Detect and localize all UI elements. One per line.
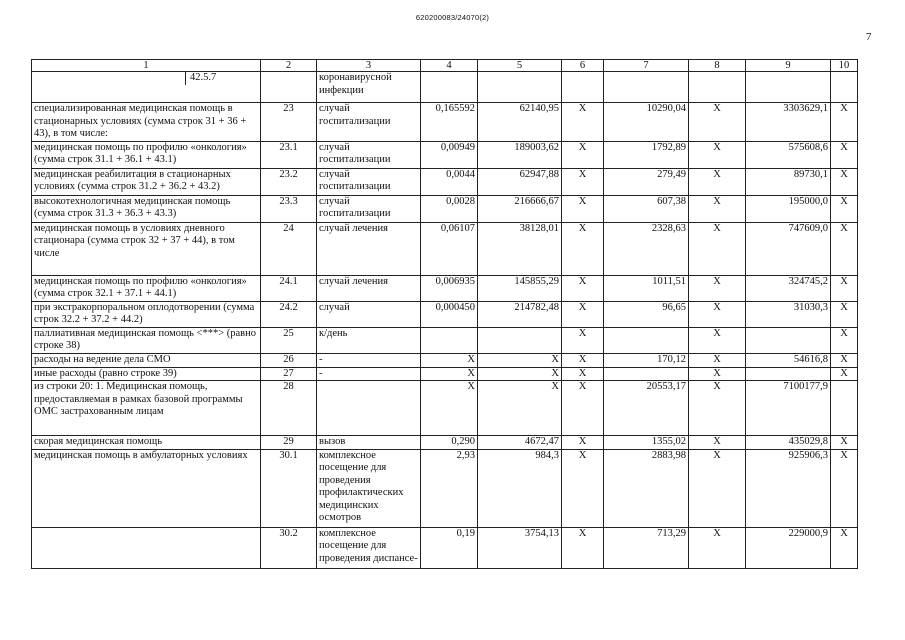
table-cell-col6: [562, 72, 604, 103]
table-cell-col9: 89730,1: [746, 168, 831, 195]
table-cell-col2: 29: [261, 436, 317, 450]
table-cell-col5: 4672,47: [478, 436, 562, 450]
table-cell-col5: X: [478, 367, 562, 381]
table-cell-col6: X: [562, 381, 604, 436]
table-cell-col8: X: [689, 436, 746, 450]
table-row: [32, 527, 858, 568]
table-cell-col5: [478, 72, 562, 103]
table-cell-col1: [32, 527, 261, 568]
table-cell-col4: X: [421, 353, 478, 367]
table-cell-col4: 0,165592: [421, 103, 478, 142]
table-cell-col3: случай госпитализации: [317, 195, 421, 222]
table-cell-col8: X: [689, 327, 746, 353]
table-cell-col4: 0,000450: [421, 301, 478, 327]
table-cell-col5: 214782,48: [478, 301, 562, 327]
table-cell-col4: [421, 327, 478, 353]
table-cell-col7: 2328,63: [604, 222, 689, 275]
table-cell-col1: скорая медицинская помощь: [32, 436, 261, 450]
table-cell-col5: 3754,13: [478, 527, 562, 568]
column-header: 8: [689, 60, 746, 72]
table-cell-col9: 7100177,9: [746, 381, 831, 436]
table-cell-col1: медицинская помощь в амбулаторных условиях: [32, 449, 261, 527]
table-cell-col2: 23: [261, 103, 317, 142]
table-cell-col2: 26: [261, 353, 317, 367]
table-cell-col1: медицинская помощь в условиях дневного стационара (сумма строк 32 + 37 + 44), в том числе: [32, 222, 261, 275]
table-row: [32, 222, 858, 275]
table-cell-col8: X: [689, 141, 746, 168]
table-cell-col3: коронавирусной инфекции: [317, 72, 421, 103]
table-cell-col6: X: [562, 327, 604, 353]
table-cell-col10: [831, 381, 858, 436]
page-number: 7: [866, 31, 872, 43]
table-cell-col6: X: [562, 436, 604, 450]
table-cell-col1: из строки 20: 1. Медицинская помощь, предоставляемая в рамках базовой программы ОМС застрахованным лицам: [32, 381, 261, 436]
table-cell-col9: 925906,3: [746, 449, 831, 527]
table-cell-col8: X: [689, 301, 746, 327]
table-cell-col2: 25: [261, 327, 317, 353]
table-cell-col2: 28: [261, 381, 317, 436]
table-row: [32, 436, 858, 450]
table-row: [32, 367, 858, 381]
table-cell-col4: 0,0028: [421, 195, 478, 222]
table-cell-col3: комплексное посещение для проведения профилактических медицинских осмотров: [317, 449, 421, 527]
table-row: [32, 195, 858, 222]
table-cell-col10: X: [831, 353, 858, 367]
table-cell-col5: 189003,62: [478, 141, 562, 168]
table-cell-col10: X: [831, 222, 858, 275]
table-row: [32, 327, 858, 353]
table-cell-col9: [746, 327, 831, 353]
table-cell-col4: 0,00949: [421, 141, 478, 168]
table-cell-col1: при экстракорпоральном оплодотворении (сумма строк 32.2 + 37.2 + 44.2): [32, 301, 261, 327]
table-cell-col8: X: [689, 353, 746, 367]
table-cell-col3: -: [317, 353, 421, 367]
table-row: [32, 301, 858, 327]
table-cell-col7: 607,38: [604, 195, 689, 222]
table-cell-col8: [689, 72, 746, 103]
table-cell-col8: X: [689, 381, 746, 436]
table-cell-col8: X: [689, 367, 746, 381]
table-cell-col10: [831, 72, 858, 103]
table-cell-col2: 24: [261, 222, 317, 275]
column-header: 3: [317, 60, 421, 72]
table-cell-col6: X: [562, 168, 604, 195]
table-cell-col6: X: [562, 449, 604, 527]
table-cell-col4: X: [421, 381, 478, 436]
table-cell-col9: 575608,6: [746, 141, 831, 168]
data-table: [31, 59, 858, 569]
table-cell-col7: [604, 327, 689, 353]
table-cell-col10: X: [831, 275, 858, 301]
table-cell-col4: [421, 72, 478, 103]
table-cell-col4: 0,06107: [421, 222, 478, 275]
table-cell-col2: 23.1: [261, 141, 317, 168]
table-cell-col7: 170,12: [604, 353, 689, 367]
table-cell-col7: [604, 367, 689, 381]
table-cell-col2: 24.2: [261, 301, 317, 327]
table-cell-col3: [317, 381, 421, 436]
table-cell-col6: X: [562, 353, 604, 367]
table-cell-col5: 62947,88: [478, 168, 562, 195]
table-cell-col2: [261, 72, 317, 103]
table-cell-col8: X: [689, 103, 746, 142]
table-cell-col4: 2,93: [421, 449, 478, 527]
table-cell-col2: 30.1: [261, 449, 317, 527]
table-cell-col5: 38128,01: [478, 222, 562, 275]
table-cell-col5: 984,3: [478, 449, 562, 527]
table-cell-col5: 145855,29: [478, 275, 562, 301]
table-cell-col5: [478, 327, 562, 353]
table-cell-col4: 0,0044: [421, 168, 478, 195]
table-cell-col3: случай госпитализации: [317, 103, 421, 142]
table-cell-col1: иные расходы (равно строке 39): [32, 367, 261, 381]
table-cell-col9: 229000,9: [746, 527, 831, 568]
table-cell-col8: X: [689, 168, 746, 195]
table-cell-col3: к/день: [317, 327, 421, 353]
column-header: 5: [478, 60, 562, 72]
table-cell-col10: X: [831, 367, 858, 381]
column-header: 10: [831, 60, 858, 72]
table-cell-col5: 216666,67: [478, 195, 562, 222]
table-cell-col8: X: [689, 449, 746, 527]
table-cell-col10: X: [831, 301, 858, 327]
table-cell-col9: 195000,0: [746, 195, 831, 222]
column-header: 6: [562, 60, 604, 72]
table-row: [32, 353, 858, 367]
table-cell-col9: 3303629,1: [746, 103, 831, 142]
table-cell-col7: 10290,04: [604, 103, 689, 142]
table-cell-col1: расходы на ведение дела СМО: [32, 353, 261, 367]
column-header: 1: [32, 60, 261, 72]
table-cell-col6: X: [562, 527, 604, 568]
table-cell-col9: 54616,8: [746, 353, 831, 367]
table-cell-col1: высокотехнологичная медицинская помощь (сумма строк 31.3 + 36.3 + 43.3): [32, 195, 261, 222]
table-row: [32, 168, 858, 195]
table-cell-col9: 435029,8: [746, 436, 831, 450]
table-cell-col4: 0,006935: [421, 275, 478, 301]
column-header: 4: [421, 60, 478, 72]
table-row: [32, 449, 858, 527]
table-cell-col3: случай госпитализации: [317, 168, 421, 195]
table-cell-col9: [746, 72, 831, 103]
table-cell-col3: вызов: [317, 436, 421, 450]
table-cell-col8: X: [689, 195, 746, 222]
table-cell-col1: [32, 72, 261, 103]
table-cell-col10: X: [831, 436, 858, 450]
table-cell-col8: X: [689, 275, 746, 301]
table-cell-col1: медицинская реабилитация в стационарных условиях (сумма строк 31.2 + 36.2 + 43.2): [32, 168, 261, 195]
table-cell-col2: 27: [261, 367, 317, 381]
table-cell-col9: 324745,2: [746, 275, 831, 301]
table-cell-col7: 96,65: [604, 301, 689, 327]
table-row: [32, 72, 858, 103]
table-row: [32, 381, 858, 436]
table-cell-col7: 20553,17: [604, 381, 689, 436]
table-cell-col5: 62140,95: [478, 103, 562, 142]
table-cell-col6: X: [562, 141, 604, 168]
code-label: 42.5.7: [185, 72, 216, 85]
table-cell-col6: X: [562, 103, 604, 142]
table-cell-col10: X: [831, 327, 858, 353]
table-cell-col2: 23.3: [261, 195, 317, 222]
table-cell-col4: X: [421, 367, 478, 381]
table-cell-col7: 713,29: [604, 527, 689, 568]
table-cell-col7: [604, 72, 689, 103]
table-cell-col3: случай госпитализации: [317, 141, 421, 168]
table-cell-col10: X: [831, 527, 858, 568]
table-cell-col8: X: [689, 222, 746, 275]
table-cell-col10: X: [831, 449, 858, 527]
column-header: 9: [746, 60, 831, 72]
table-cell-col7: 1355,02: [604, 436, 689, 450]
table-cell-col1: медицинская помощь по профилю «онкология» (сумма строк 32.1 + 37.1 + 44.1): [32, 275, 261, 301]
table-cell-col10: X: [831, 141, 858, 168]
table-row: [32, 141, 858, 168]
table-row: [32, 103, 858, 142]
table-cell-col6: X: [562, 195, 604, 222]
table-cell-col1: паллиативная медицинская помощь <***> (равно строке 38): [32, 327, 261, 353]
table-cell-col4: 0,19: [421, 527, 478, 568]
table-cell-col4: 0,290: [421, 436, 478, 450]
table-cell-col7: 279,49: [604, 168, 689, 195]
table-cell-col3: комплексное посещение для проведения диспансе-: [317, 527, 421, 568]
table-cell-col9: 31030,3: [746, 301, 831, 327]
table-cell-col1: медицинская помощь по профилю «онкология» (сумма строк 31.1 + 36.1 + 43.1): [32, 141, 261, 168]
table-cell-col5: X: [478, 381, 562, 436]
table-cell-col9: [746, 367, 831, 381]
table-cell-col2: 30.2: [261, 527, 317, 568]
table-cell-col6: X: [562, 275, 604, 301]
table-cell-col3: случай лечения: [317, 275, 421, 301]
document-code: 620200083/24070(2): [415, 13, 490, 22]
table-cell-col3: случай лечения: [317, 222, 421, 275]
table-cell-col10: X: [831, 195, 858, 222]
table-cell-col1: специализированная медицинская помощь в стационарных условиях (сумма строк 31 + 36 + 43), в том числе:: [32, 103, 261, 142]
table-cell-col8: X: [689, 527, 746, 568]
table-cell-col6: X: [562, 222, 604, 275]
table-cell-col10: X: [831, 103, 858, 142]
table-cell-col5: X: [478, 353, 562, 367]
column-header: 2: [261, 60, 317, 72]
table-cell-col2: 24.1: [261, 275, 317, 301]
table-cell-col6: X: [562, 301, 604, 327]
table-cell-col10: X: [831, 168, 858, 195]
column-header: 7: [604, 60, 689, 72]
table-cell-col9: 747609,0: [746, 222, 831, 275]
table-row: [32, 275, 858, 301]
table-cell-col3: -: [317, 367, 421, 381]
table-cell-col2: 23.2: [261, 168, 317, 195]
table-cell-col7: 1011,51: [604, 275, 689, 301]
header-row: [32, 60, 858, 72]
table-cell-col7: 2883,98: [604, 449, 689, 527]
table-cell-col7: 1792,89: [604, 141, 689, 168]
table-cell-col6: X: [562, 367, 604, 381]
table-cell-col3: случай: [317, 301, 421, 327]
